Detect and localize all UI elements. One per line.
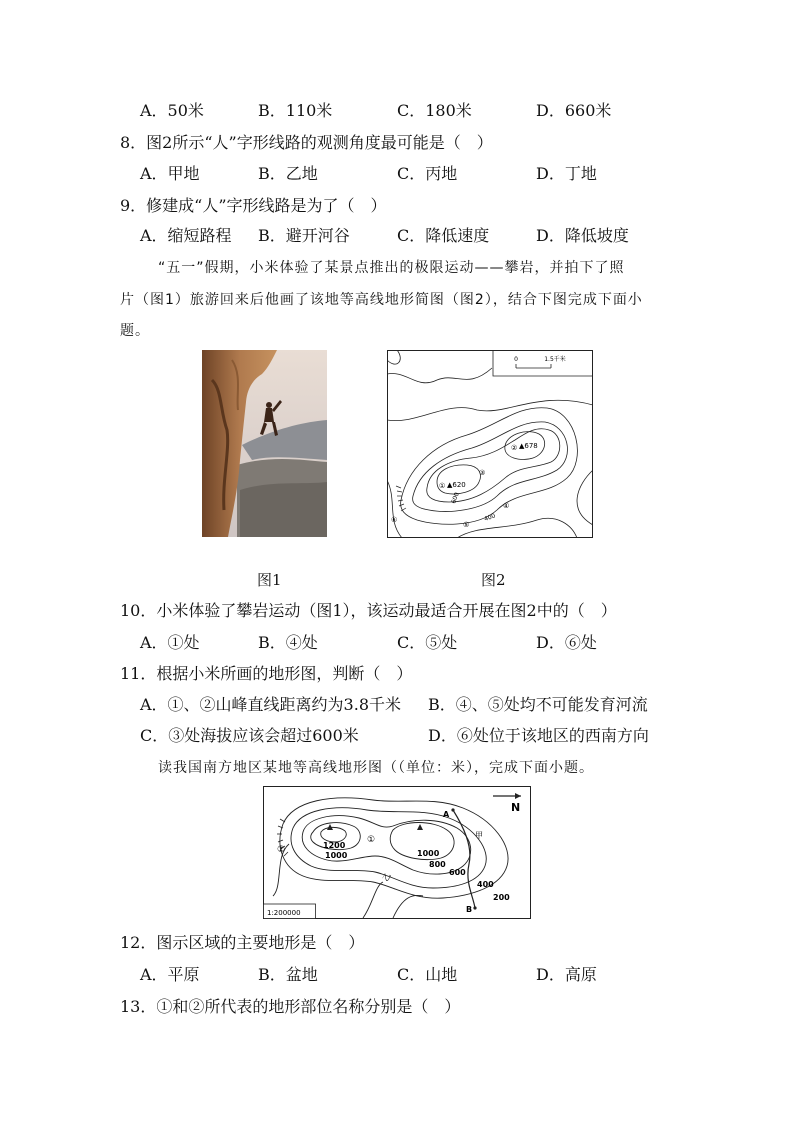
label-yi: 乙 (380, 871, 393, 883)
intro2: 读我国南方地区某地等高线地形图（（单位：米），完成下面小题。 (158, 760, 594, 776)
marker-6: ⑥ (391, 516, 398, 524)
q8-option-b: B．乙地 (258, 164, 318, 183)
contour-800-label: 800 (429, 860, 446, 869)
contour-200-label: 200 (493, 893, 510, 902)
q9-stem: 9．修建成“人”字形线路是为了（ ） (120, 196, 387, 215)
point-b-label: B (466, 905, 473, 914)
climbing-photo (202, 350, 327, 537)
marker-4: ④ (503, 502, 510, 510)
contour-600-label: 600 (450, 491, 461, 505)
q9-option-c: C．降低速度 (397, 226, 490, 245)
q9-option-d: D．降低坡度 (536, 226, 629, 245)
figure2-caption: 图2 (481, 571, 506, 589)
intro1-line2: 片（图1）旅游回来后他画了该地等高线地形简图（图2），结合下图完成下面小 (120, 292, 643, 308)
peak-678: ▲678 (519, 442, 538, 450)
q7-option-b: B．110米 (258, 101, 333, 120)
label-jia: 甲 (475, 831, 483, 840)
marker-2: ② (511, 444, 518, 452)
contour-map-fig2 (387, 350, 593, 538)
q12-stem: 12．图示区域的主要地形是（ ） (120, 933, 365, 952)
contour-1000b-label: 1000 (417, 849, 440, 858)
fig3-marker-2: ② (277, 845, 286, 855)
marker-1: ① (439, 482, 446, 490)
contour-map-fig3 (263, 786, 531, 919)
contour-400-label: 400 (477, 880, 494, 889)
q10-option-c: C．⑤处 (397, 633, 458, 652)
q11-option-c: C．③处海拔应该会超过600米 (140, 726, 359, 745)
fig3-scale: 1:200000 (267, 909, 301, 917)
q11-option-a: A．①、②山峰直线距离约为3.8千米 (140, 695, 402, 714)
intro1-line1: “五一”假期，小米体验了某景点推出的极限运动——攀岩，并拍下了照 (158, 260, 625, 276)
q7-option-d: D．660米 (536, 101, 612, 120)
q9-option-b: B．避开河谷 (258, 226, 350, 245)
point-a-label: A (443, 810, 450, 819)
q7-option-a: A．50米 (140, 101, 204, 120)
scale-zero: 0 (514, 356, 518, 363)
contour-400-label: 400 (483, 512, 497, 523)
marker-5: ⑤ (463, 521, 470, 529)
q8-option-c: C．丙地 (397, 164, 458, 183)
q12-option-a: A．平原 (140, 965, 200, 984)
q11-stem: 11．根据小米所画的地形图，判断（ ） (120, 664, 413, 683)
q12-option-c: C．山地 (397, 965, 458, 984)
q10-option-d: D．⑥处 (536, 633, 597, 652)
contour-1200-label: 1200 (323, 841, 346, 850)
figure1-caption: 图1 (257, 571, 282, 589)
contour-1000a-label: 1000 (325, 851, 348, 860)
contour-600-label: 600 (449, 868, 466, 877)
north-label: N (511, 801, 521, 814)
q7-option-c: C．180米 (397, 101, 472, 120)
q8-option-a: A．甲地 (140, 164, 200, 183)
q10-stem: 10．小米体验了攀岩运动（图1），该运动最适合开展在图2中的（ ） (120, 601, 617, 620)
q12-option-d: D．高原 (536, 965, 597, 984)
q9-option-a: A．缩短路程 (140, 226, 232, 245)
marker-3: ③ (479, 469, 486, 477)
intro1-line3: 题。 (120, 323, 150, 339)
q8-stem: 8．图2所示“人”字形线路的观测角度最可能是（ ） (120, 133, 493, 152)
q8-option-d: D．丁地 (536, 164, 597, 183)
q11-option-b: B．④、⑤处均不可能发育河流 (428, 695, 648, 714)
q12-option-b: B．盆地 (258, 965, 318, 984)
fig3-marker-1: ① (367, 835, 376, 845)
q10-option-b: B．④处 (258, 633, 318, 652)
peak-620: ▲620 (447, 481, 466, 489)
q11-option-d: D．⑥处位于该地区的西南方向 (428, 726, 649, 745)
q13-stem: 13．①和②所代表的地形部位名称分别是（ ） (120, 997, 461, 1016)
q10-option-a: A．①处 (140, 633, 200, 652)
scale-label: 1.5千米 (544, 356, 566, 363)
